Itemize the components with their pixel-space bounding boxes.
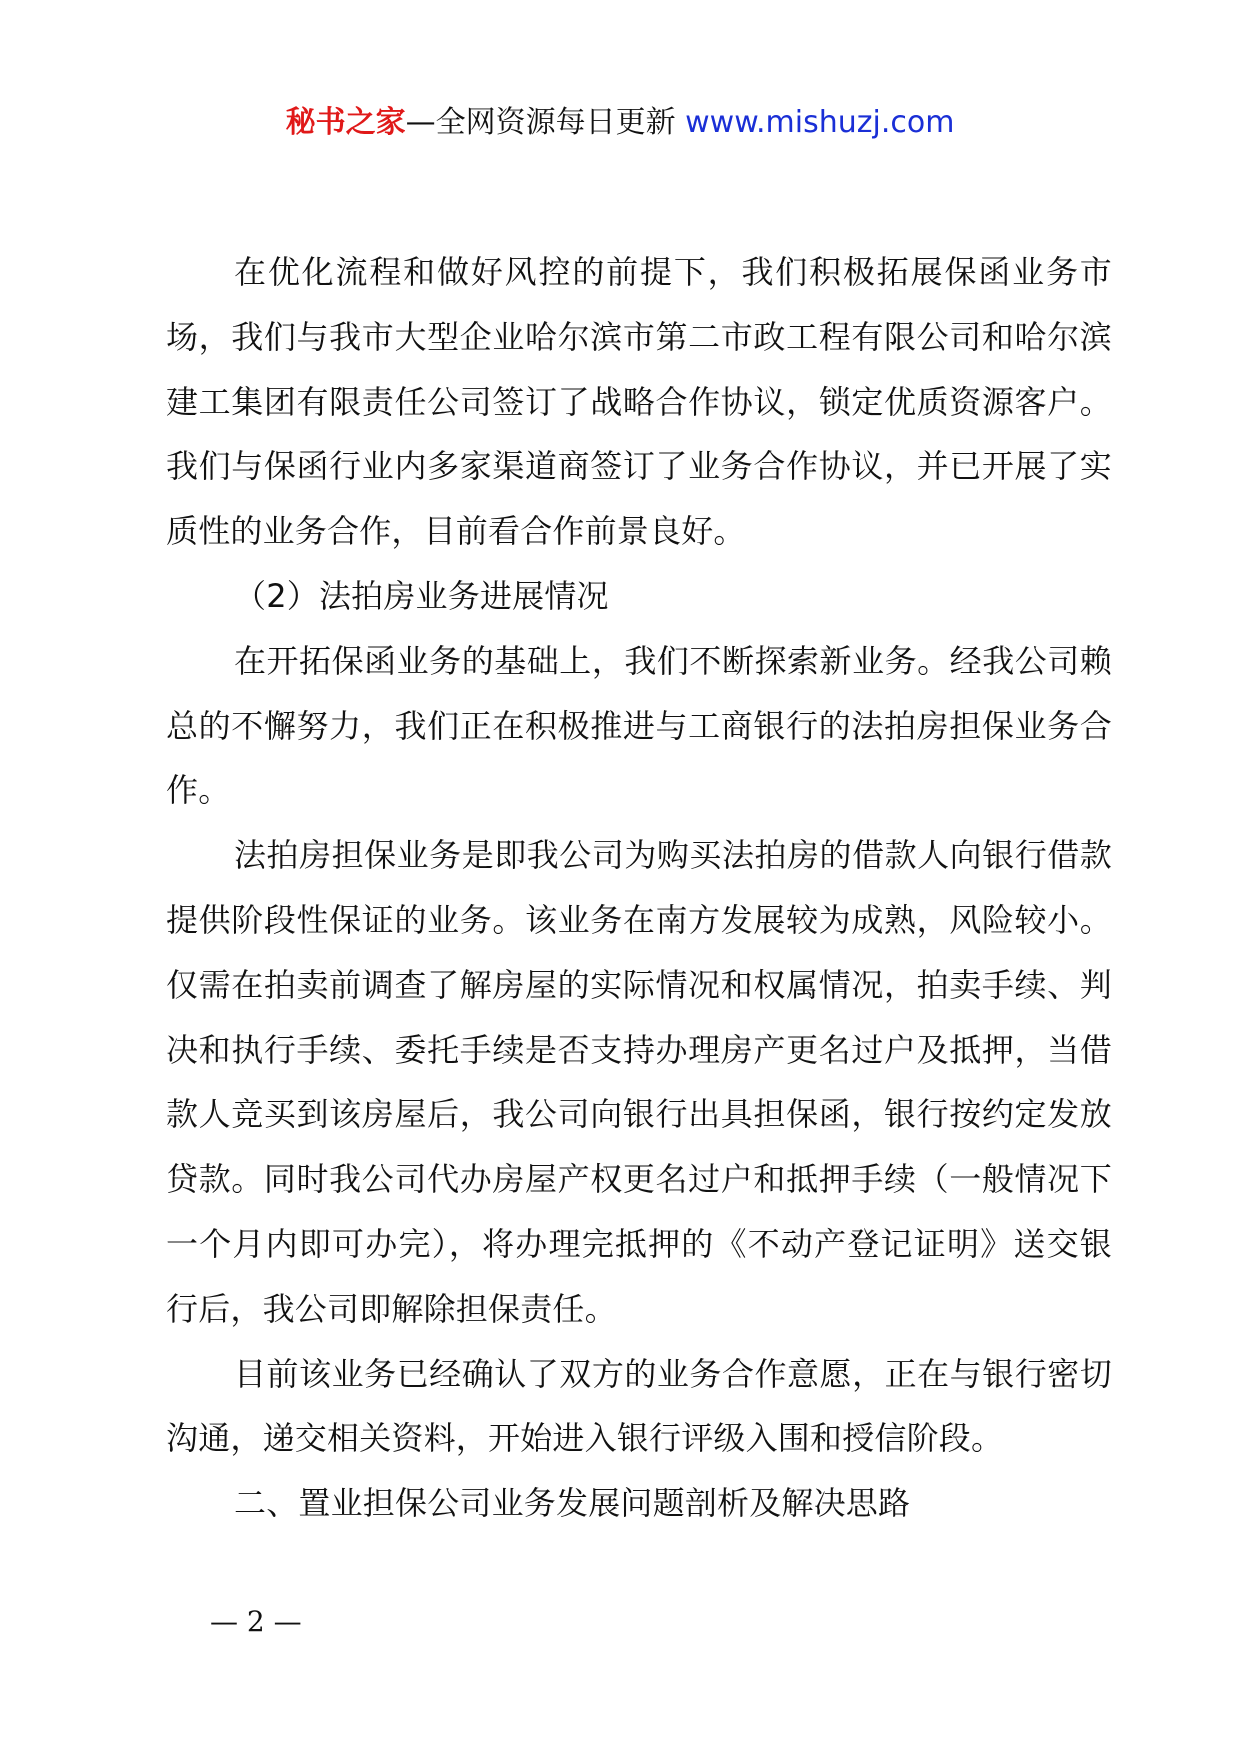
website-url[interactable]: www.mishuzj.com <box>685 105 955 140</box>
document-body <box>166 240 1112 1536</box>
section-subheading: （2）法拍房业务进展情况 <box>234 576 609 615</box>
page-number: — 2 — <box>210 1605 302 1638</box>
paragraph-guarantee-market: 在优化流程和做好风控的前提下，我们积极拓展保函业务市场，我们与我市大型企业哈尔滨市第二市政工程有限公司和哈尔滨建工集团有限责任公司签订了战略合作协议，锁定优质资源客户。我们与保函行业内多家渠道商签订了业务合作协议，并已开展了实质性的业务合作，目前看合作前景良好。 <box>166 253 1112 551</box>
section-heading: 二、置业担保公司业务发展问题剖析及解决思路 <box>234 1484 911 1523</box>
site-header <box>0 103 1240 143</box>
paragraph-current-status: 目前该业务已经确认了双方的业务合作意愿，正在与银行密切沟通，递交相关资料，开始进入银行评级入围和授信阶段。 <box>166 1354 1112 1458</box>
paragraph-business-description: 法拍房担保业务是即我公司为购买法拍房的借款人向银行借款提供阶段性保证的业务。该业务在南方发展较为成熟，风险较小。仅需在拍卖前调查了解房屋的实际情况和权属情况，拍卖手续、判决和执行手续、委托手续是否支持办理房产更名过户及抵押，当借款人竞买到该房屋后，我公司向银行出具担保函，银行按约定发放贷款。同时我公司代办房屋产权更名过户和抵押手续（一般情况下一个月内即可办完），将办理完抵押的《不动产登记证明》送交银行后，我公司即解除担保责任。 <box>166 836 1112 1328</box>
header-slogan: —全网资源每日更新 <box>405 105 676 140</box>
paragraph-new-business: 在开拓保函业务的基础上，我们不断探索新业务。经我公司赖总的不懈努力，我们正在积极推进与工商银行的法拍房担保业务合作。 <box>166 641 1112 810</box>
brand-name: 秘书之家 <box>285 105 406 140</box>
